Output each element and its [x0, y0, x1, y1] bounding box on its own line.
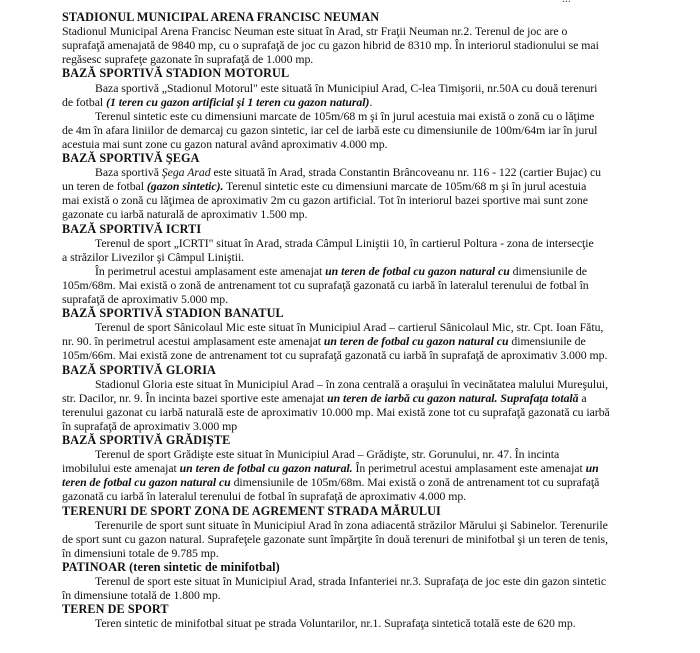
text-run: 105m/68m. Mai există o zonă de antrenament tot cu suprafaţă gazonată cu iarbă în lateralul terenului de fotbal în: [62, 277, 589, 292]
paragraph-line: [62, 24, 567, 38]
paragraph-line: [62, 546, 219, 560]
paragraph-line: [62, 419, 237, 433]
paragraph-line: [62, 137, 388, 151]
paragraph-line: [95, 320, 603, 334]
text-run: Terenul sintetic este cu dimensiuni marcate de 105m/68 m şi în jurul acestuia mai există o zonă cu o lăţime: [95, 108, 595, 123]
paragraph-line: [62, 52, 313, 66]
text-run: un teren de fotbal: [62, 179, 147, 194]
text-run: STADIONUL MUNICIPAL ARENA FRANCISC NEUMAN: [62, 10, 380, 24]
text-run: în dimensiuni totale de 9.785 mp.: [62, 545, 219, 560]
text-run: Terenul de sport Sânicolaul Mic este situat în Municipiul Arad – cartierul Sânicolaul Mic, str. Cpt. Ioan Fătu,: [95, 320, 604, 335]
text-run: gazonată cu iarbă în lateralul terenului de fotbal în suprafaţă de aproximativ 4.000 mp.: [62, 489, 467, 504]
paragraph-line: [62, 38, 599, 52]
paragraph-line: [95, 616, 576, 630]
text-run: BAZĂ SPORTIVĂ GLORIA: [62, 362, 216, 377]
cropped-top-text: [562, 0, 571, 6]
text-run: acestuia mai sunt zone cu gazon natural având aproximativ 4.000 mp.: [62, 136, 388, 151]
text-run: Stadionul Gloria este situat în Municipiul Arad – în zona centrală a oraşului în vecinătatea malului Mureşului,: [95, 376, 609, 391]
text-run: a străzilor Livezilor şi Câmpul Liniştii.: [62, 249, 245, 264]
text-run: dimensiunile de: [509, 263, 587, 278]
text-run: .: [369, 94, 373, 109]
text-run: de sport sunt cu gazon natural. Suprafeţele gazonate sunt împărţite în două terenuri de minifotbal şi un teren de tenis,: [62, 531, 608, 546]
section-heading: [62, 306, 284, 320]
paragraph-line: [95, 574, 606, 588]
paragraph-line: [62, 207, 307, 221]
text-run: BAZĂ SPORTIVĂ GRĂDIŞTE: [62, 433, 231, 447]
text-run: str. Dacilor, nr. 9. În incinta bazei sportive este amenajat: [62, 390, 328, 405]
paragraph-line: [95, 236, 594, 250]
paragraph-line: [62, 588, 221, 602]
paragraph-line: [95, 377, 608, 391]
section-heading: [62, 504, 441, 518]
text-run: un teren de fotbal cu gazon natural cu: [325, 263, 510, 278]
text-run: Terenul de sport este situat în Municipiul Arad, strada Infanteriei nr.3. Suprafaţa de joc este din gazon sintetic: [95, 574, 607, 588]
text-run: În perimetrul acestui amplasament este amenajat: [352, 461, 586, 476]
text-run: regăsesc suprafeţe gazonate în suprafaţă de 1.000 mp.: [62, 52, 314, 67]
paragraph-line: [62, 250, 244, 264]
text-run: Terenul sintetic este cu dimensiuni marcate de 105m/68 m şi în jurul acestuia: [223, 179, 587, 194]
paragraph-line: [62, 391, 587, 405]
paragraph-line: [62, 334, 586, 348]
section-heading: [62, 222, 201, 236]
paragraph-line: [62, 489, 466, 503]
text-run: În perimetrul acestui amplasament este amenajat: [95, 263, 326, 278]
paragraph-line: [62, 193, 588, 207]
text-run: un teren de iarbă cu gazon natural. Suprafaţa totală: [327, 390, 579, 405]
text-run: nr. 90. în perimetrul acestui amplasament este amenajat: [62, 334, 324, 349]
text-run: suprafaţă amenajată de 9840 mp, cu o suprafaţă de joc cu gazon hibrid de 8310 mp. În interiorul stadionului se mai: [62, 38, 599, 53]
text-run: Terenul de sport Grădişte este situat în Municipiul Arad – Grădişte, str. Gorunului, nr. 47. În incinta: [95, 447, 560, 462]
section-heading: [62, 433, 230, 447]
text-run: 105m/66m. Mai există zone de antrenament tot cu suprafaţă gazonată cu iarbă în suprafaţă de aproximativ 3.000 mp.: [62, 348, 608, 363]
text-run: în dimensiune totală de 1.800 mp.: [62, 588, 221, 603]
text-run: mai există o zonă cu lăţimea de aproximativ 2m cu gazon artificial. Tot în interiorul bazei sportive mai sunt zone: [62, 193, 588, 208]
paragraph-line: [62, 348, 607, 362]
text-run: imobilului este amenajat: [62, 461, 180, 476]
paragraph-line: [62, 95, 372, 109]
text-run: suprafaţă de aproximativ 5.000 mp.: [62, 292, 229, 306]
text-run: BAZĂ SPORTIVĂ STADION BANATUL: [62, 306, 284, 321]
paragraph-line: [95, 165, 601, 179]
section-heading: [62, 363, 216, 377]
paragraph-line: [95, 109, 594, 123]
section-heading: [62, 66, 289, 80]
text-run: Baza sportivă: [95, 165, 162, 180]
paragraph-line: [95, 81, 597, 95]
text-run: de fotbal: [62, 94, 107, 109]
text-run: (1 teren cu gazon artificial şi 1 teren cu gazon natural): [106, 94, 370, 109]
text-run: terenului gazonat cu iarbă naturală este de aproximativ 10.000 mp. Mai există zone tot cu suprafaţă gazonată cu iarbă: [62, 404, 610, 419]
text-run: dimensiunile de: [508, 334, 586, 349]
text-run: un teren de fotbal cu gazon natural cu: [323, 334, 509, 349]
text-run: un: [585, 461, 599, 476]
text-run: BAZĂ SPORTIVĂ STADION MOTORUL: [62, 66, 290, 81]
section-heading: [62, 602, 169, 616]
text-run: de 4m în afara liniilor de demarcaj cu gazon sintetic, iar cel de iarbă este cu dimensiunile de 100m/64m iar în jurul: [62, 122, 598, 137]
text-run: gazonate cu iarbă naturală de aproximativ 1.500 mp.: [62, 207, 308, 222]
text-run: TEREN DE SPORT: [62, 602, 169, 617]
text-run: a: [578, 390, 587, 405]
paragraph-line: [62, 278, 589, 292]
text-run: Baza sportivă „Stadionul Motorul" este situată în Municipiul Arad, C-lea Timişorii, nr.50A cu două terenuri: [95, 80, 598, 95]
paragraph-line: [95, 447, 559, 461]
paragraph-line: [62, 179, 586, 193]
text-run: BAZĂ SPORTIVĂ ŞEGA: [62, 151, 200, 165]
text-run: teren de fotbal cu gazon natural cu: [62, 475, 231, 490]
text-run: este situată în Arad, strada Constantin Brâncoveanu nr. 116 - 122 (cartier Bujac) cu: [210, 165, 601, 180]
text-run: dimensiunile de 105m/68m. Mai există o zonă de antrenament tot cu suprafaţă: [230, 475, 600, 490]
text-run: Teren sintetic de minifotbal situat pe strada Voluntarilor, nr.1. Suprafaţa sintetică totală este de 620 mp.: [95, 616, 576, 631]
section-heading: [62, 151, 200, 165]
text-run: (gazon sintetic).: [146, 179, 224, 194]
paragraph-line: [95, 264, 587, 278]
paragraph-line: [95, 518, 608, 532]
paragraph-line: [62, 123, 597, 137]
paragraph-line: [62, 461, 599, 475]
section-heading: [62, 560, 280, 574]
paragraph-line: [62, 405, 610, 419]
text-run: Terenurile de sport sunt situate în Municipiul Arad în zona adiacentă străzilor Mărului şi Sabinelor. Terenurile: [95, 517, 608, 532]
section-heading: [62, 10, 379, 24]
text-run: Şega Arad: [161, 165, 211, 180]
paragraph-line: [62, 292, 228, 306]
text-run: un teren de fotbal cu gazon natural.: [179, 461, 353, 476]
text-run: TERENURI DE SPORT ZONA DE AGREMENT STRADA MĂRULUI: [62, 503, 441, 518]
text-run: în suprafaţă de aproximativ 3.000 mp: [62, 418, 238, 433]
text-run: Stadionul Municipal Arena Francisc Neuman este situat în Arad, str Fraţii Neuman nr.2. Terenul de joc are o: [62, 24, 568, 39]
paragraph-line: [62, 475, 599, 489]
text-run: Terenul de sport „ICRTI" situat în Arad, strada Câmpul Liniştii 10, în cartierul Poltura - zona de intersecţie: [95, 235, 594, 250]
text-run: PATINOAR (teren sintetic de minifotbal): [62, 559, 280, 574]
paragraph-line: [62, 532, 608, 546]
text-run: BAZĂ SPORTIVĂ ICRTI: [62, 221, 202, 236]
